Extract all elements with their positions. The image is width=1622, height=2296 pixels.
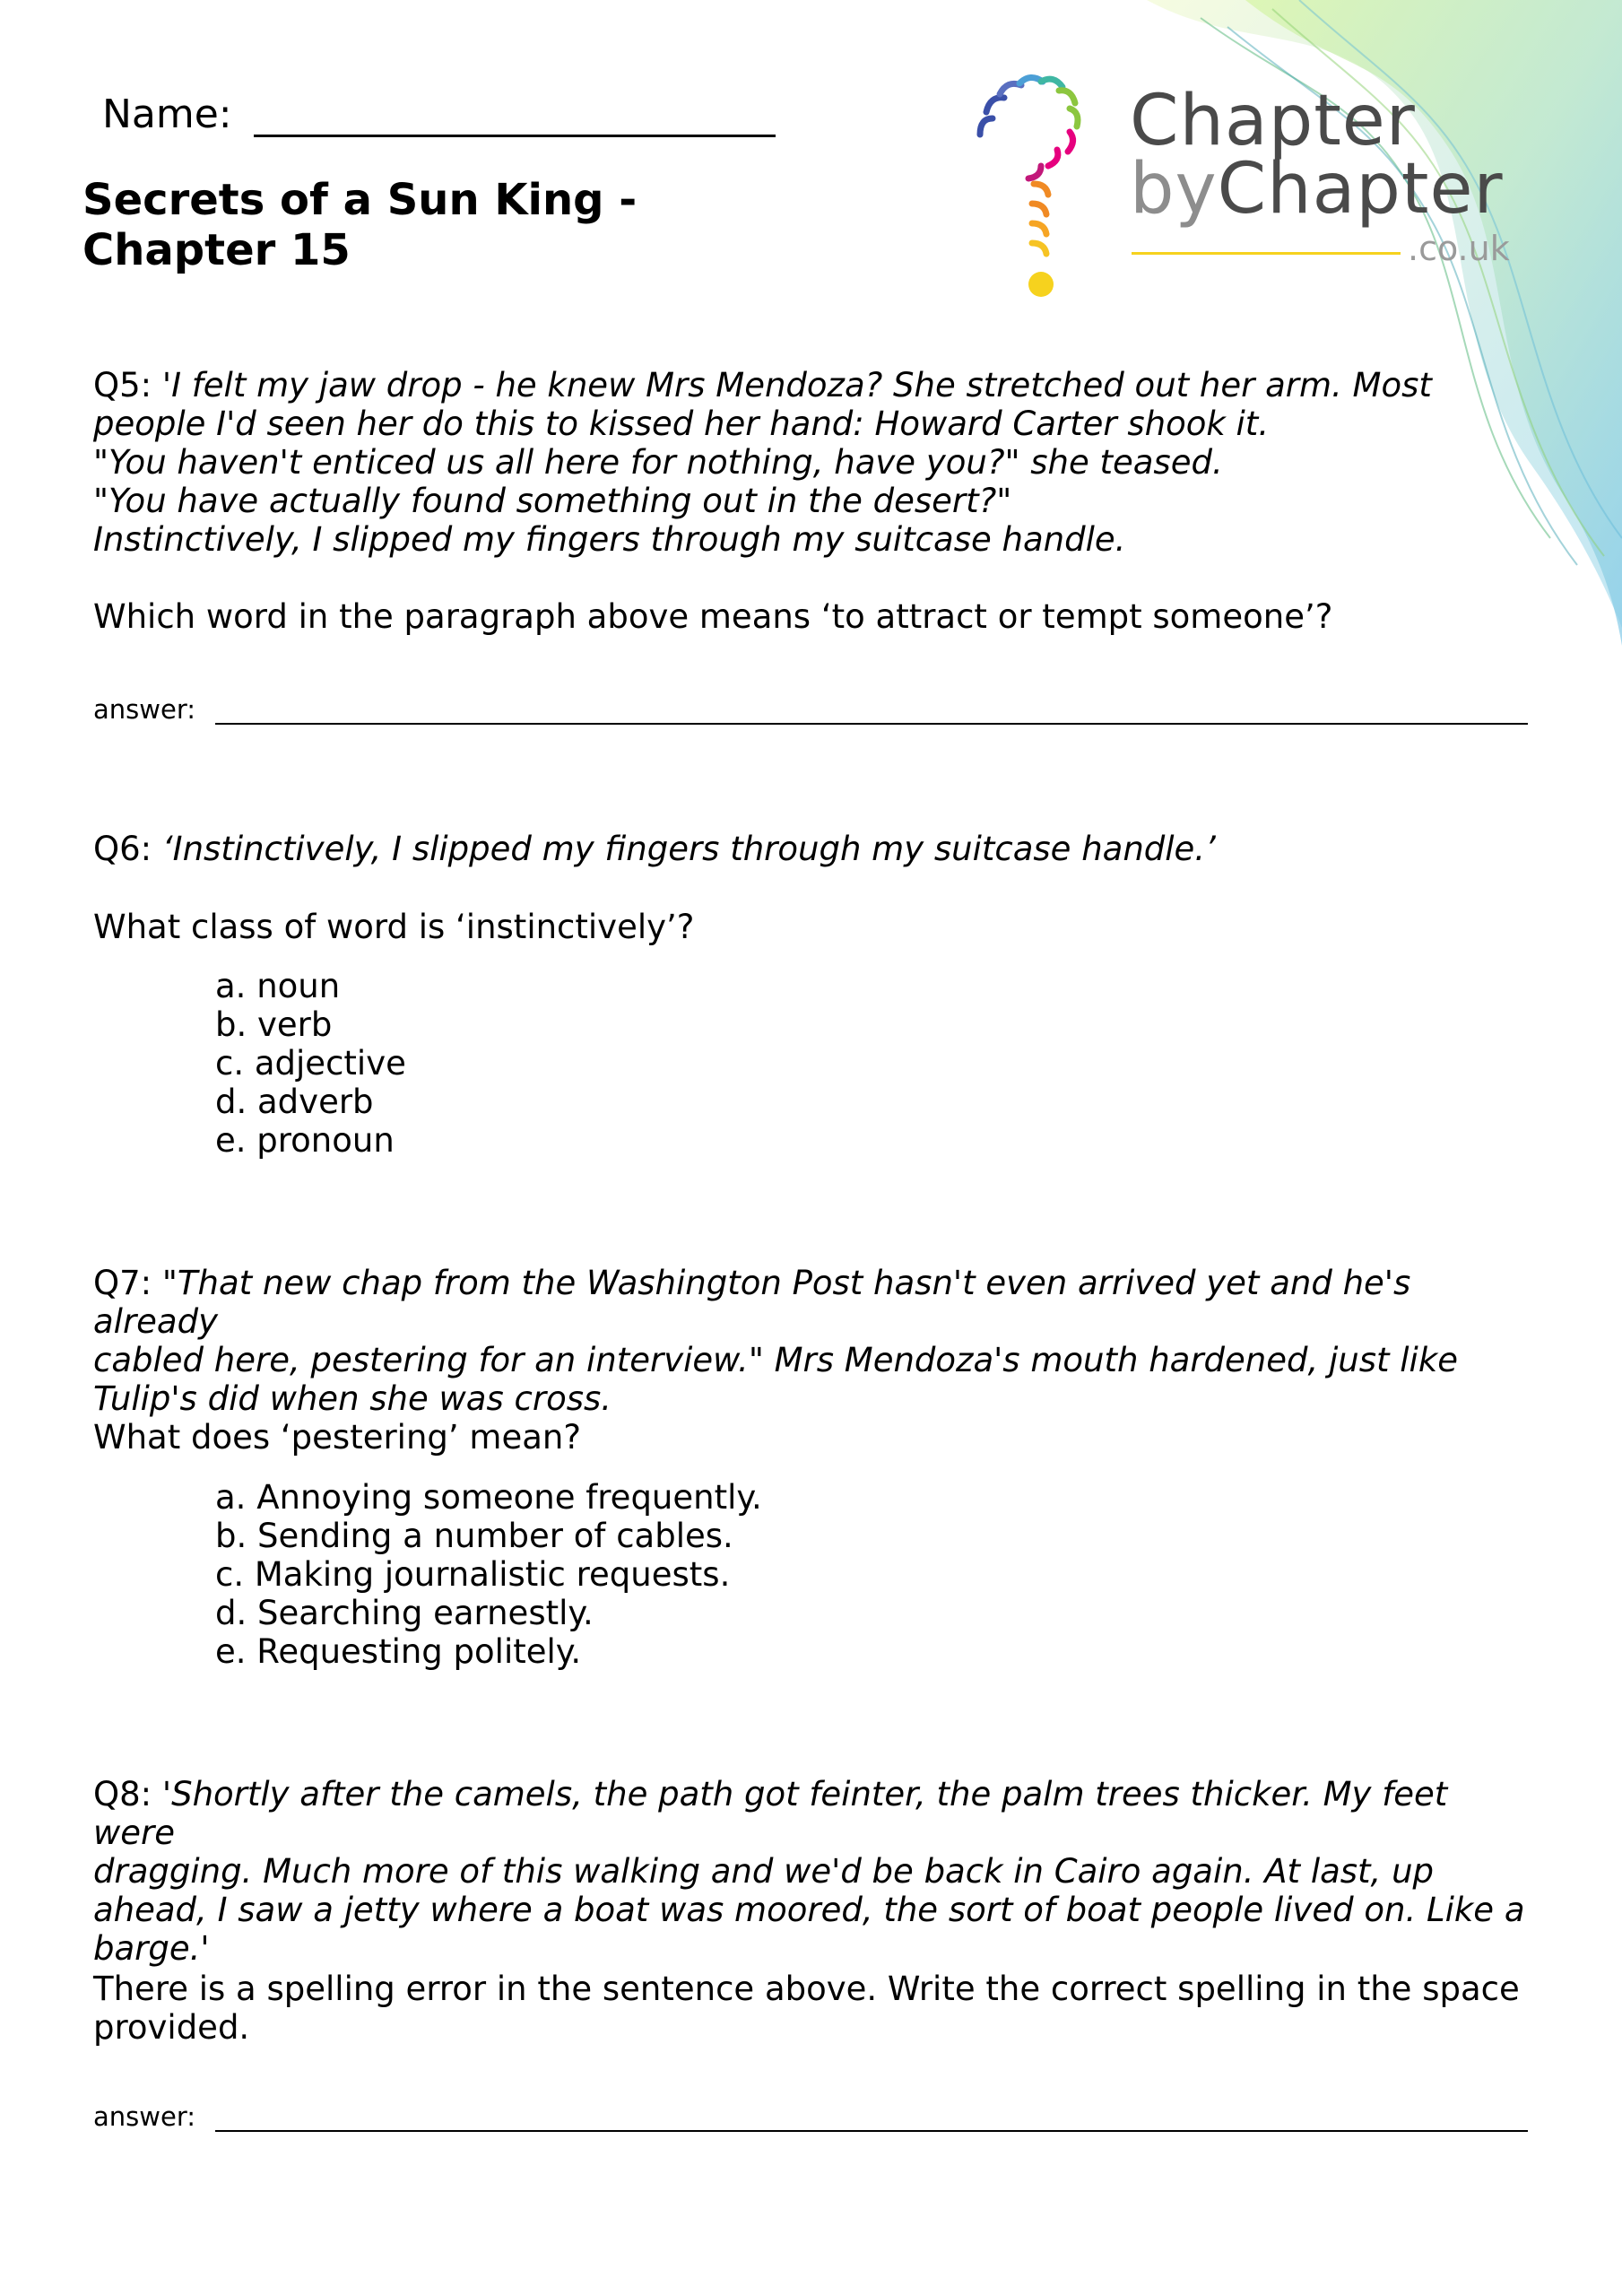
logo-line-2 — [1130, 149, 1504, 230]
q8-label: Q8: — [93, 1775, 152, 1813]
q8-answer-label: answer: — [93, 2101, 196, 2132]
logo-chapter: Chapter — [1217, 149, 1504, 230]
q6-option[interactable]: b. verb — [215, 1005, 333, 1044]
q5-quote-line: "You have actually found something out in the desert?" — [93, 482, 1012, 520]
q7-option[interactable]: d. Searching earnestly. — [215, 1594, 594, 1632]
q5-answer — [93, 694, 1528, 725]
q8-quote-line: barge.' — [93, 1929, 210, 1968]
q8-prompt-line: provided. — [93, 2008, 250, 2047]
worksheet-title — [82, 175, 656, 275]
q6-quote: ‘Instinctively, I slipped my fingers through my suitcase handle.’ — [161, 830, 1216, 868]
q5-passage — [93, 366, 1528, 559]
q8-prompt — [93, 1970, 1528, 2047]
q5-quote-line: "You haven't enticed us all here for nothing, have you?" she teased. — [93, 443, 1223, 482]
q8-quote-line: dragging. Much more of this walking and we'd be back in Cairo again. At last, up — [93, 1852, 1435, 1891]
logo-domain: .co.uk — [1408, 229, 1510, 268]
q5-quote-line: 'I felt my jaw drop - he knew Mrs Mendoza? She stretched out her arm. Most — [161, 366, 1432, 404]
q8-answer — [93, 2101, 1528, 2132]
q8-answer-line[interactable] — [215, 2103, 1528, 2132]
q7-quote-line: "That new chap from the Washington Post hasn't even arrived yet and he's already — [93, 1264, 1411, 1341]
q7-option[interactable]: e. Requesting politely. — [215, 1632, 582, 1671]
q8-quote-line: ahead, I saw a jetty where a boat was moored, the sort of boat people lived on. Like a — [93, 1891, 1525, 1929]
q7-prompt: What does ‘pestering’ mean? — [93, 1418, 581, 1457]
name-input-line[interactable] — [254, 90, 776, 137]
q6-option[interactable]: a. noun — [215, 967, 341, 1005]
q7-option[interactable]: a. Annoying someone frequently. — [215, 1478, 762, 1517]
q7-quote-line: cabled here, pestering for an interview." Mrs Mendoza's mouth hardened, just like — [93, 1341, 1459, 1379]
question-mark-books-icon — [964, 49, 1116, 318]
q8-quote-line: 'Shortly after the camels, the path got feinter, the palm trees thicker. My feet were — [93, 1775, 1448, 1852]
q5-answer-label: answer: — [93, 694, 196, 725]
q7-option[interactable]: b. Sending a number of cables. — [215, 1517, 733, 1555]
q5-quote-line: Instinctively, I slipped my fingers through my suitcase handle. — [93, 520, 1126, 559]
q7-option[interactable]: c. Making journalistic requests. — [215, 1555, 731, 1594]
q5-quote-line: people I'd seen her do this to kissed her hand: Howard Carter shook it. — [93, 404, 1270, 443]
title-line-1: Secrets of a Sun King - — [82, 175, 638, 225]
q6-prompt: What class of word is ‘instinctively’? — [93, 908, 695, 946]
q7-label: Q7: — [93, 1264, 152, 1302]
logo-underline — [1132, 252, 1401, 255]
q7-passage — [93, 1264, 1528, 1418]
q6-options — [215, 967, 406, 1160]
q7-quote-line: Tulip's did when she was cross. — [93, 1379, 612, 1418]
title-line-2: Chapter 15 — [82, 225, 351, 275]
q6-label: Q6: — [93, 830, 152, 868]
logo-line-1: Chapter — [1130, 81, 1416, 161]
q6-option[interactable]: e. pronoun — [215, 1121, 395, 1160]
q5-answer-line[interactable] — [215, 696, 1528, 725]
name-field — [102, 90, 776, 137]
q5-prompt: Which word in the paragraph above means ‘to attract or tempt someone’? — [93, 597, 1333, 636]
logo-wordmark — [1130, 81, 1504, 230]
q8-prompt-line: There is a spelling error in the sentence above. Write the correct spelling in the space — [93, 1970, 1520, 2008]
q6-option[interactable]: d. adverb — [215, 1083, 374, 1121]
chapter-by-chapter-logo — [964, 49, 1538, 318]
name-label: Name: — [102, 91, 232, 137]
q6-passage — [93, 830, 1528, 868]
logo-by: by — [1130, 149, 1218, 230]
q7-options — [215, 1478, 762, 1671]
q6-option[interactable]: c. adjective — [215, 1044, 406, 1083]
q8-passage — [93, 1775, 1528, 1968]
q5-label: Q5: — [93, 366, 152, 404]
